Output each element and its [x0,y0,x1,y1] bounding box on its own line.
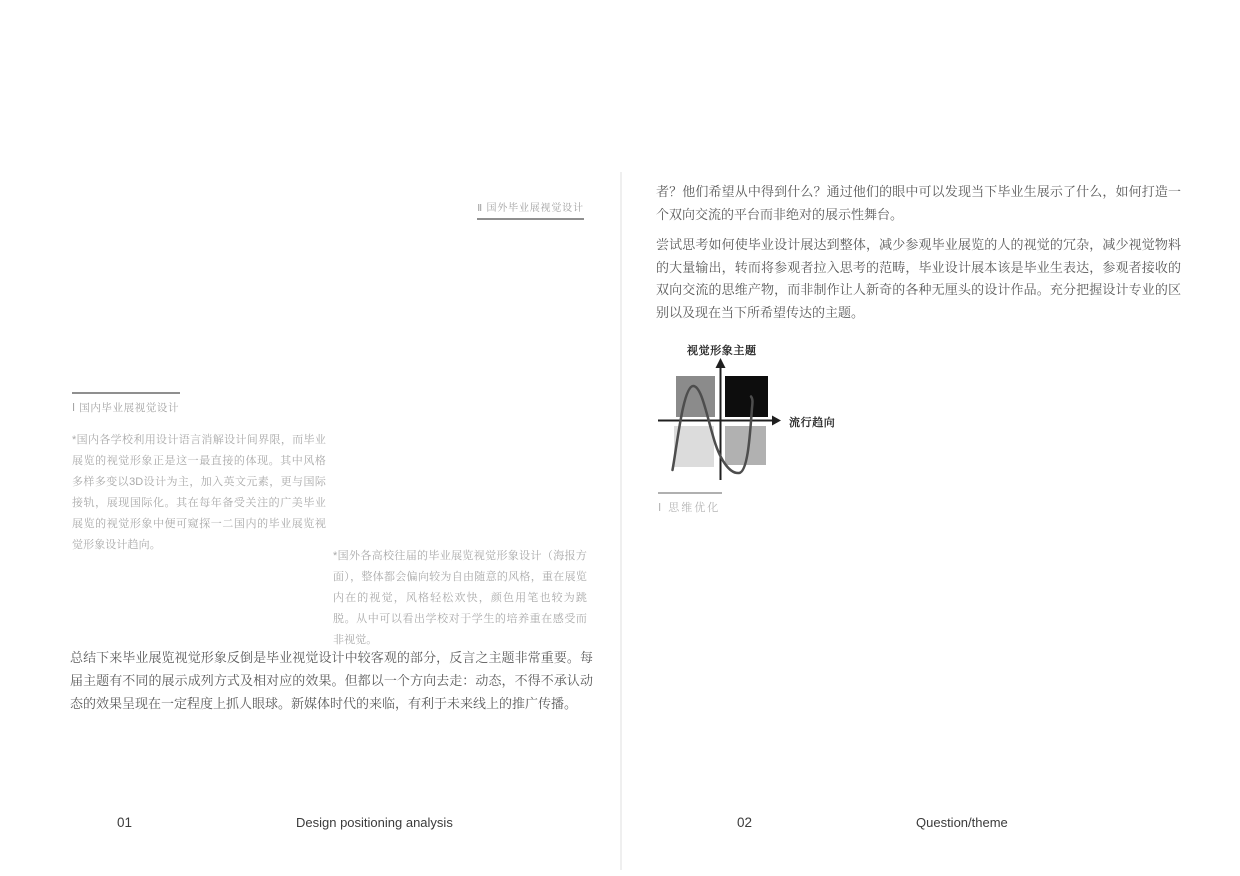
diagram-caption: Ⅰ 思维优化 [658,502,721,514]
paragraph-visitor-expectation: 者？他们希望从中得到什么？通过他们的眼中可以发现当下毕业生展示了什么，如何打造一个双向交流的平台而非绝对的展示性舞台。 [656,184,1181,222]
diagram-caption-line [658,492,722,494]
paragraph-foreign-exhibition: *国外各高校往届的毕业展览视觉形象设计（海报方面），整体都会偏向较为自由随意的风格，重在展览内在的视觉，风格轻松欢快，颜色用笔也较为跳脱。从中可以看出学校对于学生的培养重在感受而非视觉。 [333,550,587,646]
x-axis-label: 流行趋向 [789,417,836,429]
left-header-tag: Ⅱ 国外毕业展视觉设计 [477,199,584,220]
paragraph-domestic-exhibition: *国内各学校利用设计语言消解设计间界限，而毕业展览的视觉形象正是这一最直接的体现。其中风格多样多变以3D设计为主，加入英文元素，更与国际接轨，展现国际化。其在每年备受关注的广美毕业展览的视觉形象中便可窥探一二国内的毕业展览视觉形象设计趋向。 [72,434,326,551]
summary-paragraph: 总结下来毕业展览视觉形象反倒是毕业视觉设计中较客观的部分，反言之主题非常重要。每届主题有不同的展示成列方式及相对应的效果。但都以一个方向去走：动态，不得不承认动态的效果呈现在一定程度上抓人眼球。新媒体时代的来临，有利于未来线上的推广传播。 [70,650,593,711]
left-page-number: 01 [117,815,133,830]
right-footer-title: Question/theme [916,815,1008,830]
paragraph-design-thinking: 尝试思考如何使毕业设计展达到整体，减少参观毕业展览的人的视觉的冗杂，减少视觉物料的大量输出，转而将参观者拉入思考的范畴，毕业设计展本该是毕业生表达，参观者接收的双向交流的思维产物，而非制作让人新奇的各种无厘头的设计作品。充分把握设计专业的区别以及现在当下所希望传达的主题。 [656,237,1181,320]
x-axis-arrow-icon [772,416,781,426]
quadrant-top-right [725,376,768,417]
section-label-domestic: Ⅰ 国内毕业展视觉设计 [72,392,180,415]
y-axis-label: 视觉形象主题 [687,345,757,357]
left-footer-title: Design positioning analysis [296,815,453,830]
page-divider [620,172,622,870]
y-axis-arrow-icon [716,358,726,368]
quadrant-bottom-left [674,426,714,467]
right-page-number: 02 [737,815,753,830]
